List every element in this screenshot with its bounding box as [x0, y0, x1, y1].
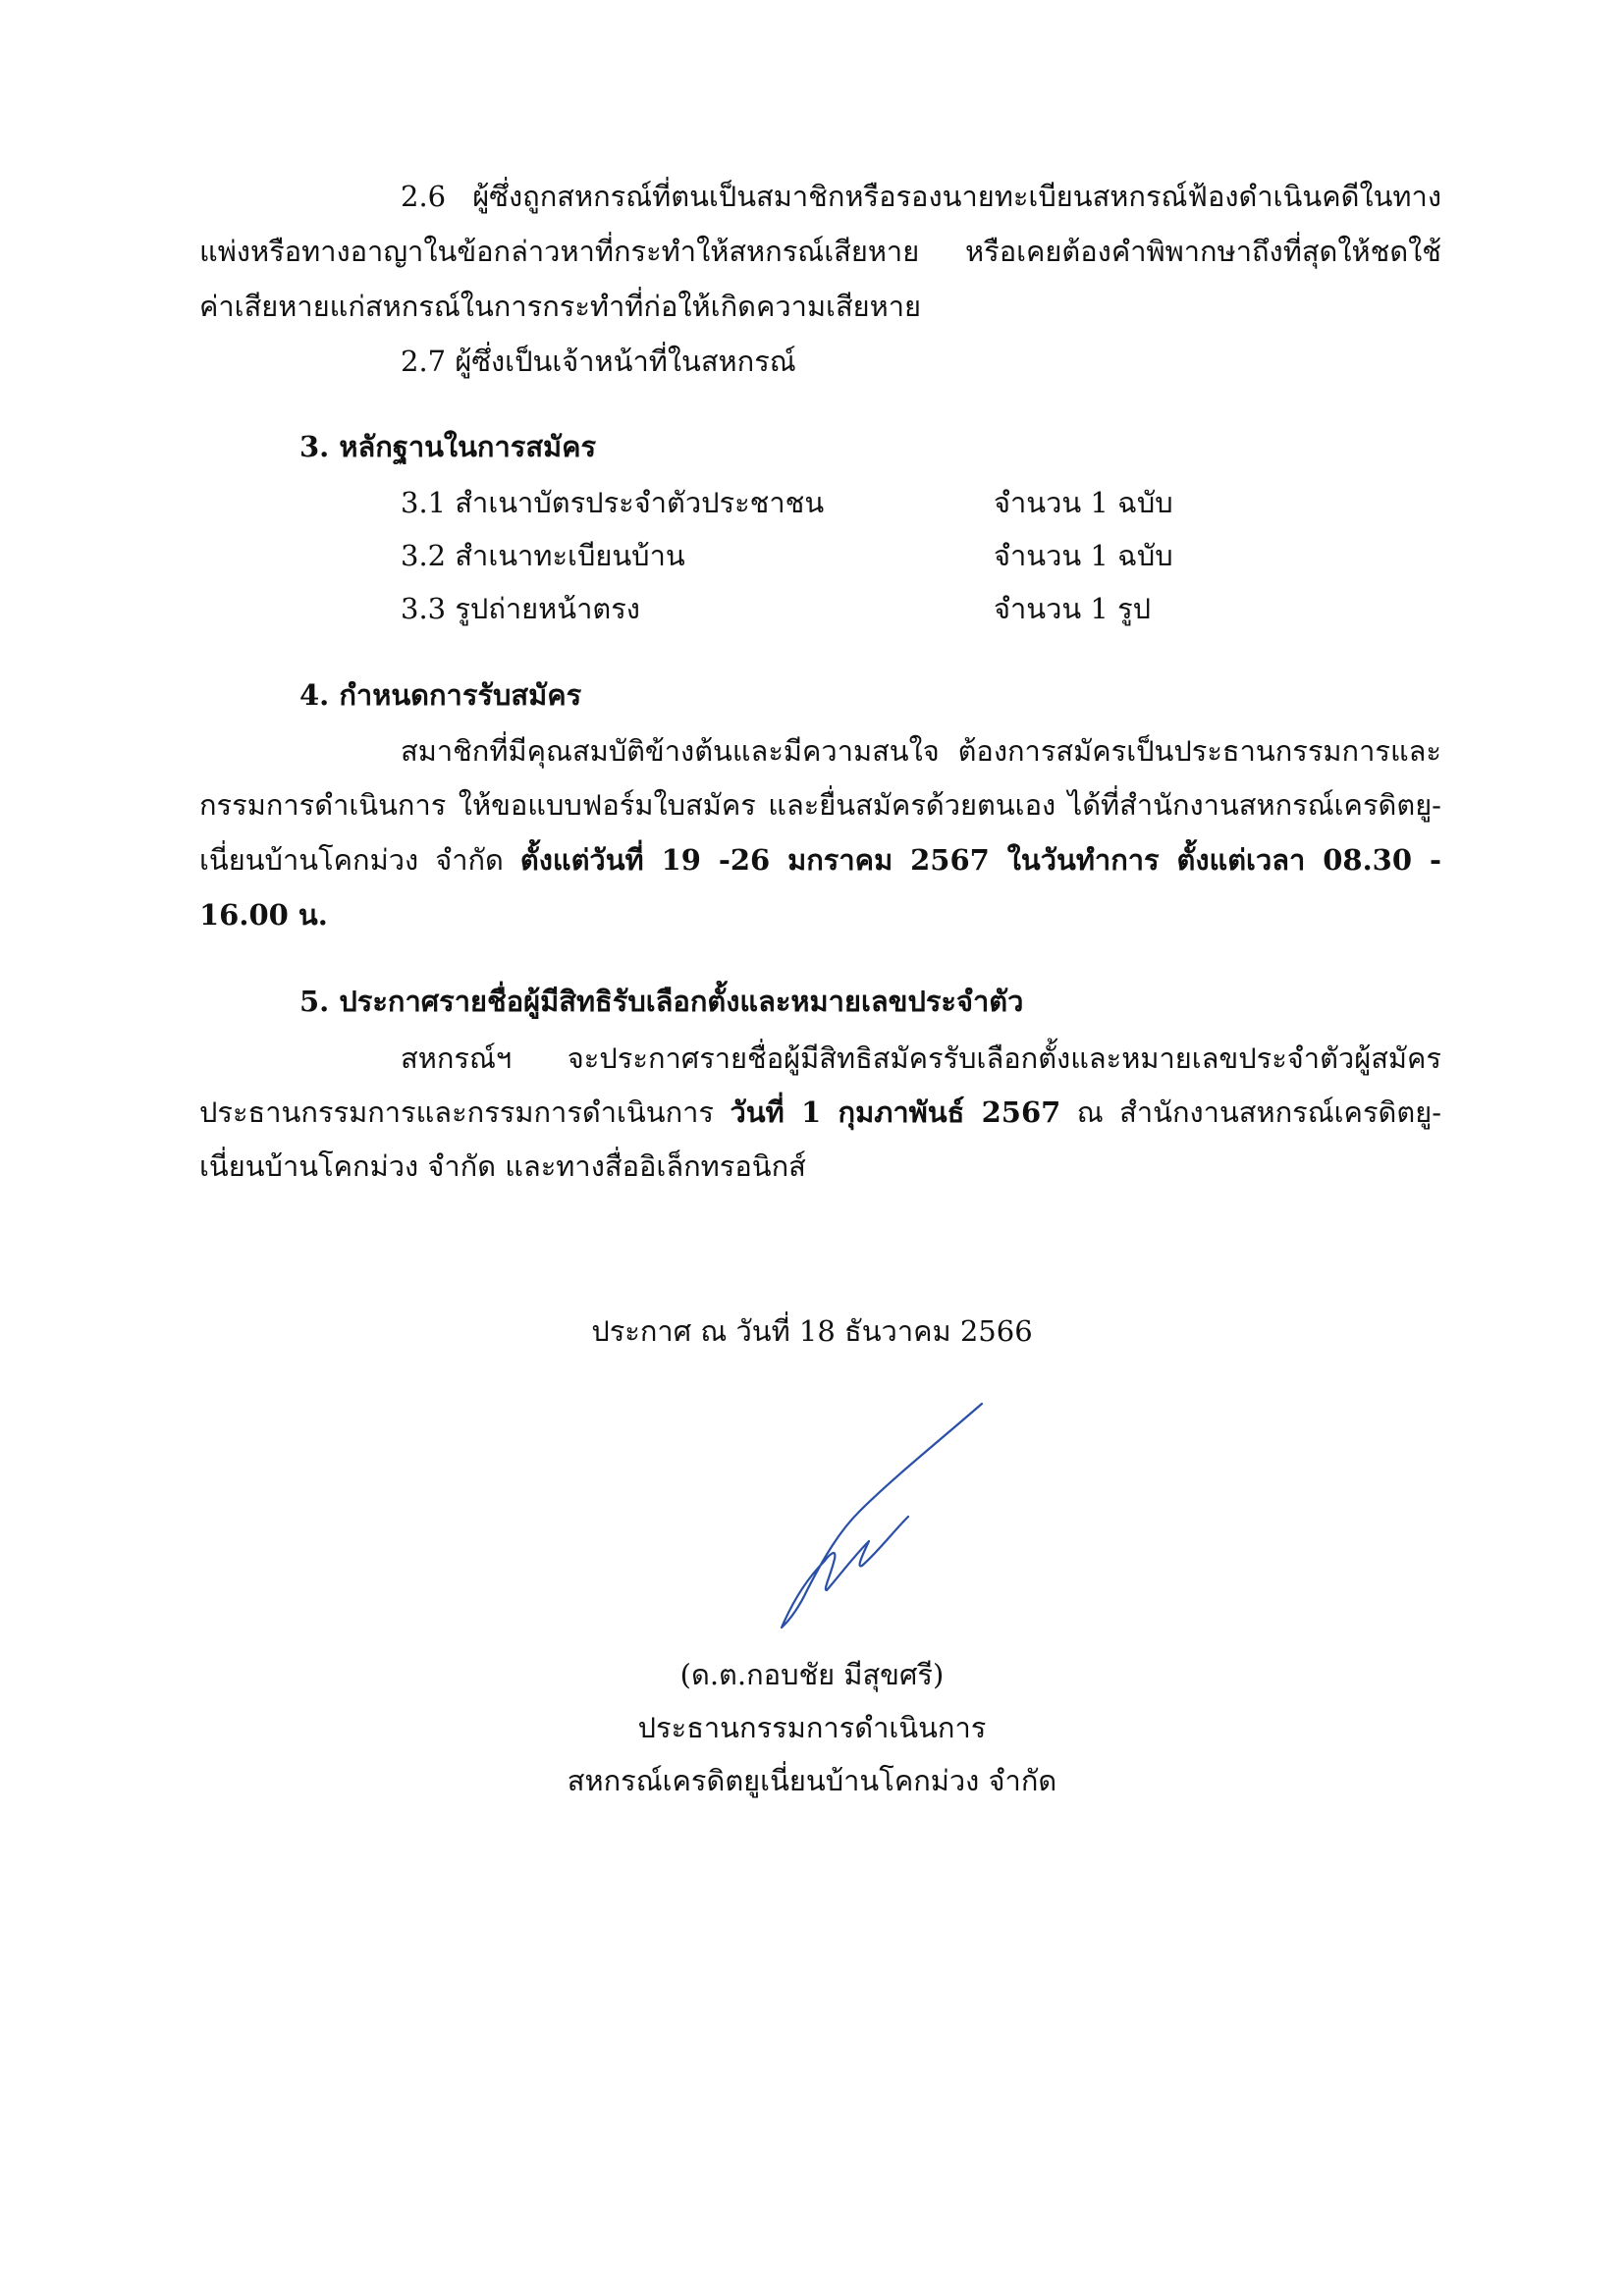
section-4-line-3: [199, 840, 1441, 880]
evidence-item-label: 3.3 รูปถ่ายหน้าตรง: [401, 592, 640, 625]
signatory-organization: สหกรณ์เครดิตยูเนี่ยนบ้านโคกม่วง จำกัด: [567, 1764, 1057, 1797]
item-2-7: 2.7 ผู้ซึ่งเป็นเจ้าหน้าที่ในสหกรณ์: [401, 345, 796, 378]
section-4-line-2: กรรมการดำเนินการ ให้ขอแบบฟอร์มใบสมัคร และยื่นสมัครด้วยตนเอง ได้ที่สำนักงานสหกรณ์เครดิตยู-: [199, 788, 1441, 822]
announcement-date: ประกาศ ณ วันที่ 18 ธันวาคม 2566: [591, 1314, 1033, 1348]
section-5-line-1: สหกรณ์ฯ จะประกาศรายชื่อผู้มีสิทธิสมัครรับเลือกตั้งและหมายเลขประจำตัวผู้สมัคร: [401, 1041, 1441, 1075]
evidence-item-qty: จำนวน 1 รูป: [994, 592, 1152, 625]
signatory-name: (ด.ต.กอบชัย มีสุขศรี): [679, 1658, 945, 1691]
section-3-heading: 3. หลักฐานในการสมัคร: [299, 430, 597, 463]
section-5-line-2-text-b: ณ สำนักงานสหกรณ์เครดิตยู-: [1060, 1095, 1441, 1129]
item-2-6-line-3: ค่าเสียหายแก่สหกรณ์ในการกระทำที่ก่อให้เกิดความเสียหาย: [199, 290, 922, 323]
item-2-6-line-2: แพ่งหรือทางอาญาในข้อกล่าวหาที่กระทำให้สหกรณ์เสียหาย หรือเคยต้องคำพิพากษาถึงที่สุดให้ชดใช้: [199, 235, 1441, 268]
evidence-item-qty: จำนวน 1 ฉบับ: [994, 539, 1173, 572]
section-5-line-3: เนี่ยนบ้านโคกม่วง จำกัด และทางสื่ออิเล็กทรอนิกส์: [199, 1149, 806, 1183]
application-period: ตั้งแต่วันที่ 19 -26 มกราคม 2567 ในวันทำการ ตั้งแต่เวลา 08.30 -: [519, 843, 1441, 877]
item-2-6-line-1: 2.6 ผู้ซึ่งถูกสหกรณ์ที่ตนเป็นสมาชิกหรือรองนายทะเบียนสหกรณ์ฟ้องดำเนินคดีในทาง: [401, 180, 1441, 213]
section-4-line-1: สมาชิกที่มีคุณสมบัติข้างต้นและมีความสนใจ ต้องการสมัครเป็นประธานกรรมการและ: [401, 734, 1441, 768]
announcement-list-date: วันที่ 1 กุมภาพันธ์ 2567: [730, 1095, 1061, 1129]
section-4-heading: 4. กำหนดการรับสมัคร: [299, 678, 582, 712]
signatory-title: ประธานกรรมการดำเนินการ: [637, 1711, 987, 1744]
evidence-item-qty: จำนวน 1 ฉบับ: [994, 486, 1173, 519]
application-end-time: 16.00 น.: [199, 898, 328, 932]
evidence-item-label: 3.2 สำเนาทะเบียนบ้าน: [401, 539, 685, 572]
section-5-line-2-text-a: ประธานกรรมการและกรรมการดำเนินการ: [199, 1095, 731, 1129]
section-5-line-2: [199, 1093, 1441, 1132]
handwritten-signature: [746, 1394, 1001, 1639]
evidence-item-label: 3.1 สำเนาบัตรประจำตัวประชาชน: [401, 486, 825, 519]
section-5-heading: 5. ประกาศรายชื่อผู้มีสิทธิรับเลือกตั้งและหมายเลขประจำตัว: [299, 985, 1024, 1018]
section-4-line-3-text: เนี่ยนบ้านโคกม่วง จำกัด: [199, 843, 520, 877]
